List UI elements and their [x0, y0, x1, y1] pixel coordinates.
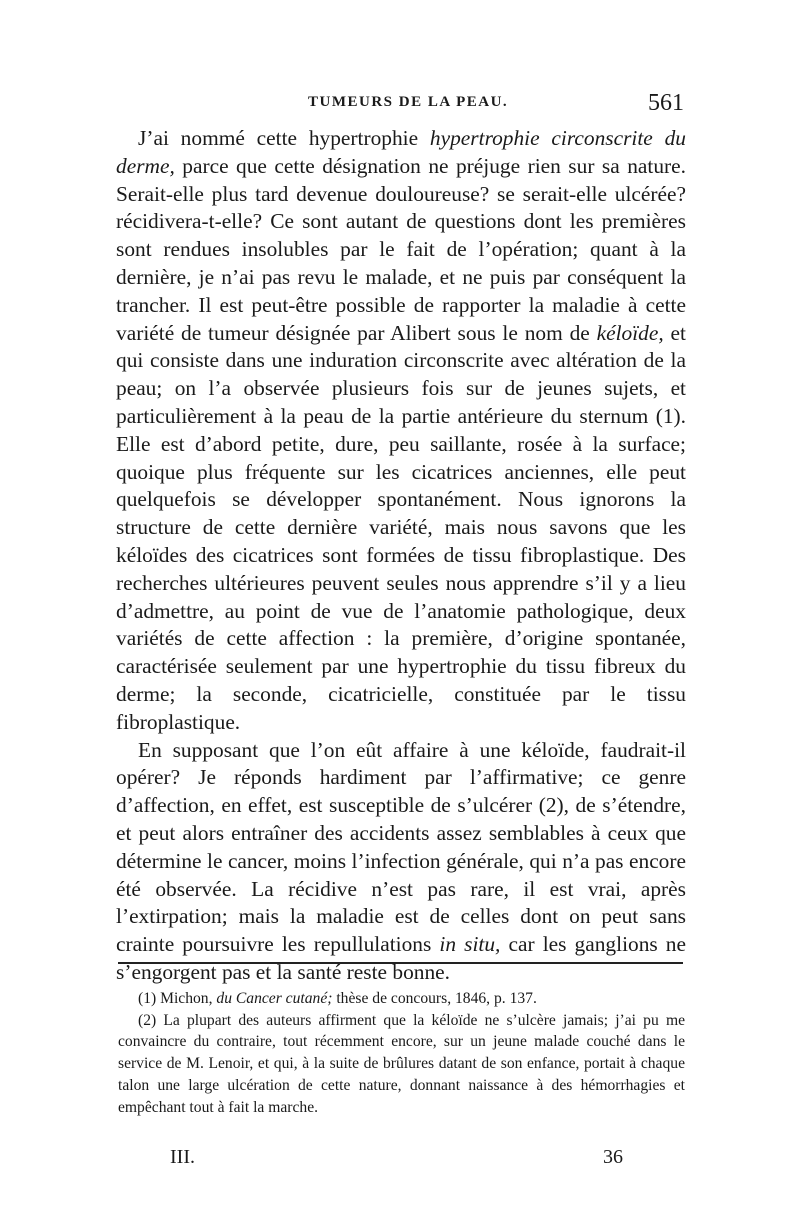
footnote-2-text: (2) La plupart des auteurs affirment que la kéloïde ne s’ulcère jamais; j’ai pu me convaincre du contraire, tout récemment encore, sur un jeune malade couché dans le service de M. Lenoir, et qui, à la suite de brûlures datant de son enfance, portait à chaque talon une large ulcération de cette nature, donnant naissance à des hémorrhagies et empêchant tout à fait la marche. — [118, 1011, 685, 1116]
paragraph-2-text-2: car les ganglions ne s’engorgent pas et la santé reste bonne. — [116, 932, 686, 984]
paragraph-1-text-2: parce que cette désignation ne préjuge rien sur sa nature. Serait-elle plus tard devenue douloureuse? se serait-elle ulcérée? récidivera-t-elle? Ce sont autant de questions dont les premières sont rendues insolubles par le fait de l’opération; quant à la dernière, je n’ai pas revu le malade, et ne puis par conséquent la trancher. Il est peut-être possible de rapporter la maladie à cette variété de tumeur désignée par Alibert sous le nom de — [116, 153, 686, 345]
paragraph-2-italic-1: in situ, — [439, 932, 501, 957]
signature-mark-volume: III. — [170, 1146, 195, 1168]
footnote-1 — [118, 988, 685, 1010]
footnote-2 — [118, 1010, 685, 1119]
signature-mark-sheet: 36 — [603, 1146, 623, 1168]
page-number: 561 — [648, 90, 684, 116]
footnotes — [118, 988, 685, 1118]
paragraph-1-italic-1: hypertrophie circonscrite du derme, — [116, 126, 686, 178]
page-footer — [118, 1146, 685, 1176]
paragraph-2 — [116, 737, 686, 987]
footnote-1-italic: du Cancer cutané; — [216, 990, 333, 1007]
paragraph-2-text-1: En supposant que l’on eût affaire à une kéloïde, faudrait-il opérer? Je réponds hardiment par l’affirmative; ce genre d’affection, en effet, est susceptible de s’ulcérer (2), de s’étendre, et peut alors entraîner des accidents assez semblables à ceux que détermine le cancer, moins l’infection générale, qui n’a pas encore été observée. La récidive n’est pas rare, il est vrai, après l’extirpation; mais la maladie est de celles dont on peut sans crainte poursuivre les repullulations — [116, 737, 686, 957]
running-title: TUMEURS DE LA PEAU. — [308, 94, 509, 110]
page-header — [118, 92, 688, 122]
paragraph-1 — [116, 125, 686, 737]
paragraph-1-text-3: et qui consiste dans une induration circonscrite avec altération de la peau; on l’a observée plusieurs fois sur de jeunes sujets, et particulièrement à la peau de la partie antérieure du sternum (1). Elle est d’abord petite, dure, peu saillante, rosée à la surface; quoique plus fréquente sur les cicatrices anciennes, elle peut quelquefois se développer spontanément. Nous ignorons la structure de cette dernière variété, mais nous savons que les kéloïdes des cicatrices sont formées de tissu fibroplastique. Des recherches ultérieures peuvent seules nous apprendre s’il y a lieu d’admettre, au point de vue de l’anatomie pathologique, deux variétés de cette affection : la première, d’origine spontanée, caractérisée seulement par une hypertrophie du tissu fibreux du derme; la seconde, cicatricielle, constituée par le tissu fibroplastique. — [116, 320, 686, 734]
footnote-1-text-2: thèse de concours, 1846, p. 137. — [332, 990, 537, 1007]
footnote-1-text-1: (1) Michon, — [138, 990, 217, 1007]
body-text — [116, 125, 686, 987]
paragraph-1-text-1: J’ai nommé cette hypertrophie — [138, 126, 430, 150]
footnote-separator — [118, 962, 683, 964]
paragraph-1-italic-2: kéloïde, — [596, 320, 664, 345]
